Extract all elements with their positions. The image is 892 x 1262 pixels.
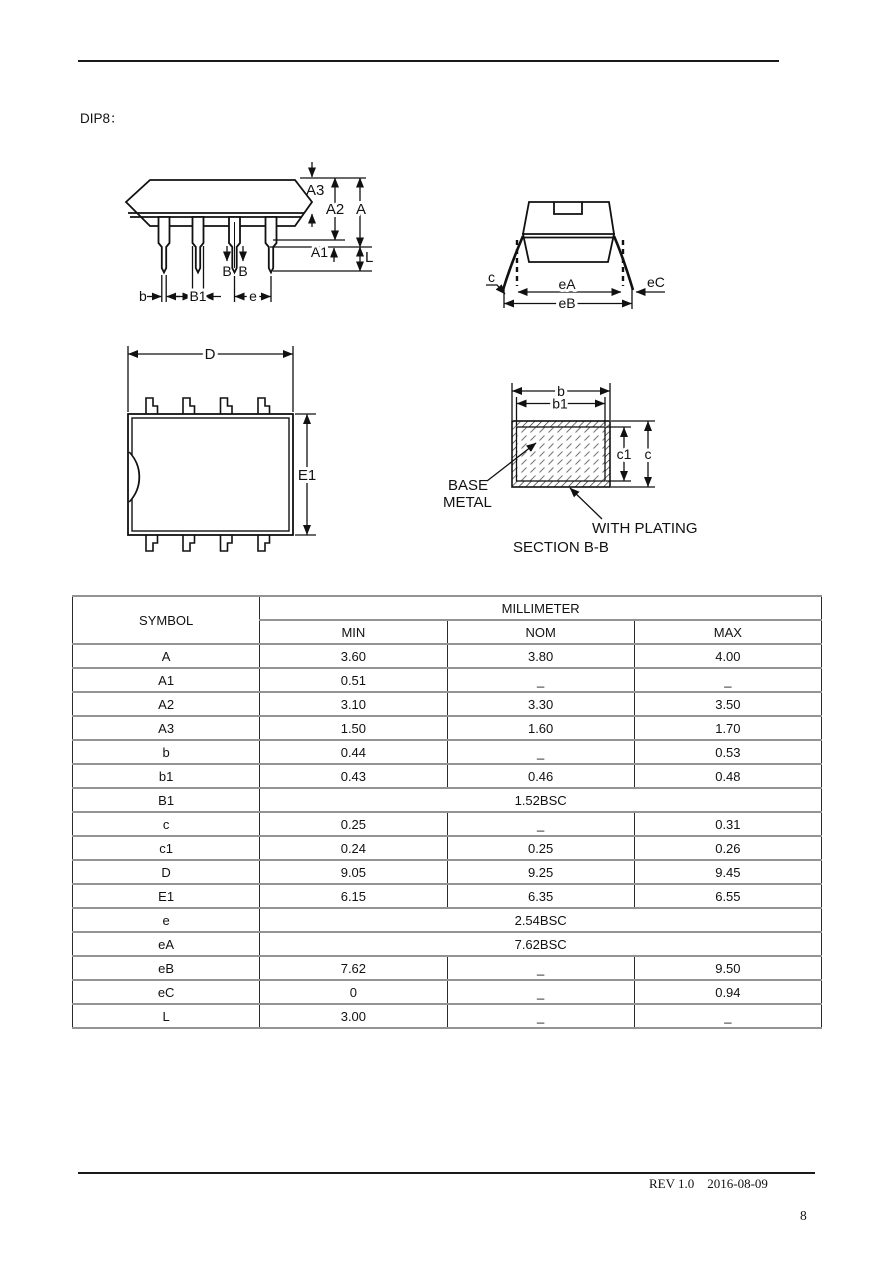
table-row xyxy=(73,812,822,836)
min-cell: 3.60 xyxy=(260,644,447,668)
symbol-cell: D xyxy=(73,860,260,884)
dim-label-ec: eC xyxy=(647,274,665,290)
min-cell: 3.00 xyxy=(260,1004,447,1028)
footer-rule xyxy=(78,1172,815,1174)
end-dimension-labels xyxy=(488,269,665,311)
symbol-cell: eB xyxy=(73,956,260,980)
nom-cell: _ xyxy=(447,956,634,980)
max-cell: 4.00 xyxy=(634,644,821,668)
package-body-top xyxy=(128,414,293,535)
min-cell: 0.43 xyxy=(260,764,447,788)
top-dimension-labels xyxy=(205,346,317,484)
date-text: 2016-08-09 xyxy=(707,1176,768,1191)
max-cell: 0.26 xyxy=(634,836,821,860)
symbol-cell: E1 xyxy=(73,884,260,908)
max-cell: 3.50 xyxy=(634,692,821,716)
symbol-cell: A xyxy=(73,644,260,668)
base-metal-region xyxy=(517,427,606,481)
symbol-cell: eA xyxy=(73,932,260,956)
table-row xyxy=(73,644,822,668)
revision-text: REV 1.0 xyxy=(649,1176,695,1191)
dim-label-b1-section: b1 xyxy=(552,395,568,412)
dim-label-l: L xyxy=(365,249,374,266)
with-plating-label: WITH PLATING xyxy=(592,520,698,537)
dim-label-c1-section: c1 xyxy=(616,446,632,462)
symbol-cell: A2 xyxy=(73,692,260,716)
nom-cell: 0.46 xyxy=(447,764,634,788)
top-dimension-lines xyxy=(128,346,316,535)
table-row xyxy=(73,836,822,860)
page-number: 8 xyxy=(800,1208,807,1223)
dim-label-ea: eA xyxy=(558,276,576,292)
symbol-cell: c xyxy=(73,812,260,836)
table-row xyxy=(73,884,822,908)
min-cell: 0 xyxy=(260,980,447,1004)
dim-label-e1: E1 xyxy=(297,467,317,484)
max-header: MAX xyxy=(634,620,821,644)
end-view-drawing xyxy=(460,168,720,333)
max-cell: 0.48 xyxy=(634,764,821,788)
dim-label-b-section: b xyxy=(557,383,565,399)
section-bb-drawing xyxy=(430,370,740,585)
min-cell: 3.10 xyxy=(260,692,447,716)
table-row xyxy=(73,1004,822,1028)
side-dimension-labels xyxy=(139,182,373,304)
nom-cell: _ xyxy=(447,740,634,764)
footer-revision xyxy=(649,1176,768,1192)
dim-label-a1: A1 xyxy=(310,244,328,260)
max-cell: _ xyxy=(634,1004,821,1028)
with-plating-arrow xyxy=(570,488,602,519)
nom-cell: 6.35 xyxy=(447,884,634,908)
symbol-cell: e xyxy=(73,908,260,932)
dip8-heading: DIP8： xyxy=(80,111,124,126)
symbol-cell: b1 xyxy=(73,764,260,788)
table-row xyxy=(73,764,822,788)
nom-cell: _ xyxy=(447,812,634,836)
nom-cell: 1.60 xyxy=(447,716,634,740)
dimension-table xyxy=(72,595,822,1029)
nom-cell: _ xyxy=(447,668,634,692)
nom-cell: _ xyxy=(447,980,634,1004)
lead-cross-section xyxy=(512,421,610,487)
dim-label-a3: A3 xyxy=(306,182,325,199)
dim-label-eb: eB xyxy=(558,295,576,311)
min-cell: 1.50 xyxy=(260,716,447,740)
symbol-cell: L xyxy=(73,1004,260,1028)
table-header-row-1 xyxy=(73,596,822,620)
min-cell: 0.51 xyxy=(260,668,447,692)
table-row xyxy=(73,692,822,716)
nom-cell: _ xyxy=(447,1004,634,1028)
max-cell: _ xyxy=(634,668,821,692)
min-cell: 9.05 xyxy=(260,860,447,884)
symbol-cell: b xyxy=(73,740,260,764)
nom-cell: 3.80 xyxy=(447,644,634,668)
table-row xyxy=(73,668,822,692)
symbol-cell: c1 xyxy=(73,836,260,860)
table-row xyxy=(73,956,822,980)
header-rule xyxy=(78,60,779,62)
dim-label-b1-pitch: B1 xyxy=(189,288,207,304)
table-row xyxy=(73,908,822,932)
min-cell: 0.24 xyxy=(260,836,447,860)
table-row xyxy=(73,740,822,764)
section-b-label-left: B xyxy=(222,263,232,279)
table-row xyxy=(73,716,822,740)
table-row xyxy=(73,932,822,956)
symbol-cell: eC xyxy=(73,980,260,1004)
min-cell: 7.62 xyxy=(260,956,447,980)
dim-label-a2: A2 xyxy=(325,201,345,218)
symbol-cell: B1 xyxy=(73,788,260,812)
nom-cell: 0.25 xyxy=(447,836,634,860)
nom-cell: 3.30 xyxy=(447,692,634,716)
table-row xyxy=(73,980,822,1004)
nom-header: NOM xyxy=(447,620,634,644)
dim-label-b: b xyxy=(139,288,147,304)
min-cell: 6.15 xyxy=(260,884,447,908)
side-dimension-lines xyxy=(147,162,372,302)
span-cell: 1.52BSC xyxy=(260,788,822,812)
max-cell: 9.45 xyxy=(634,860,821,884)
table-row xyxy=(73,860,822,884)
lead-left xyxy=(503,236,523,290)
top-view-drawing xyxy=(90,330,355,585)
span-cell: 7.62BSC xyxy=(260,932,822,956)
min-header: MIN xyxy=(260,620,447,644)
package-body-side xyxy=(126,180,312,226)
dim-label-e: e xyxy=(249,288,257,304)
base-metal-label-line1: BASE xyxy=(448,477,489,494)
symbol-cell: A1 xyxy=(73,668,260,692)
dim-label-a: A xyxy=(355,201,367,218)
max-cell: 1.70 xyxy=(634,716,821,740)
millimeter-header: MILLIMETER xyxy=(260,596,822,620)
min-cell: 0.25 xyxy=(260,812,447,836)
symbol-header: SYMBOL xyxy=(73,596,260,644)
dim-label-c-end: c xyxy=(488,269,495,285)
span-cell: 2.54BSC xyxy=(260,908,822,932)
nom-cell: 9.25 xyxy=(447,860,634,884)
dim-label-c-section: c xyxy=(644,446,652,462)
table-row xyxy=(73,788,822,812)
base-metal-label-line2: METAL xyxy=(443,494,492,511)
max-cell: 6.55 xyxy=(634,884,821,908)
section-bb-caption: SECTION B-B xyxy=(513,539,609,556)
max-cell: 0.53 xyxy=(634,740,821,764)
section-b-label-right: B xyxy=(238,263,248,279)
max-cell: 0.94 xyxy=(634,980,821,1004)
min-cell: 0.44 xyxy=(260,740,447,764)
package-pins-top xyxy=(146,398,270,551)
side-view-drawing xyxy=(95,150,400,320)
max-cell: 9.50 xyxy=(634,956,821,980)
dim-label-d: D xyxy=(204,346,216,363)
symbol-cell: A3 xyxy=(73,716,260,740)
max-cell: 0.31 xyxy=(634,812,821,836)
